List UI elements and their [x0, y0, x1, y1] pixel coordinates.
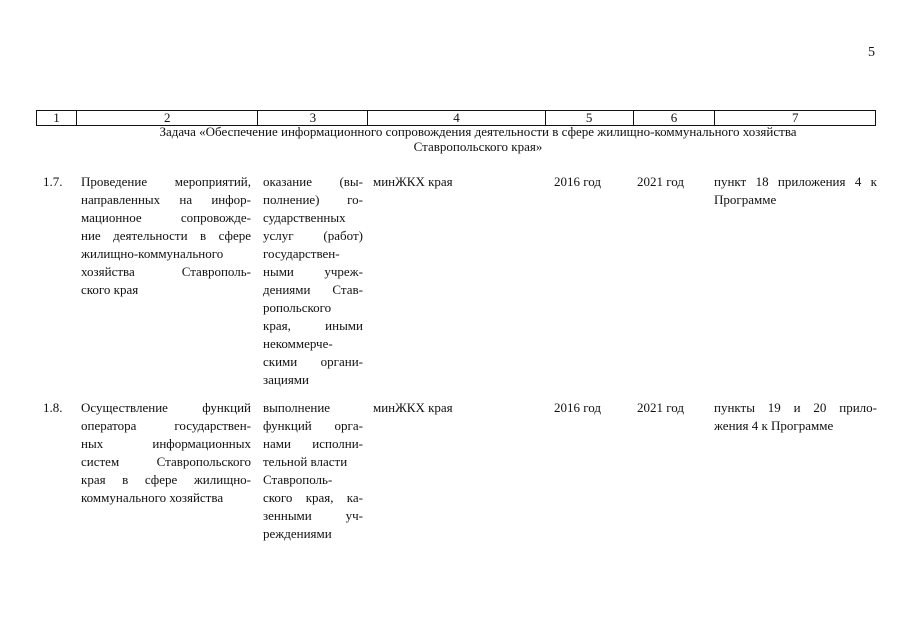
measure-name: [81, 399, 251, 507]
expected-result-line: ропольского: [263, 300, 332, 315]
expected-result-line: некоммерче-: [263, 336, 333, 351]
expected-result-line: ского края, ка-: [263, 490, 363, 505]
header-cell-3: 3: [258, 111, 368, 125]
header-cell-1: 1: [37, 111, 77, 125]
end-date: 2021 год: [637, 400, 684, 415]
measure-name-line: систем Ставропольского: [81, 454, 251, 469]
measure-name-line: направленных на инфор-: [81, 192, 251, 207]
indicator-link-line: Программе: [714, 192, 777, 207]
header-cell-7: 7: [791, 110, 799, 125]
measure-name-line: мационное сопровожде-: [81, 210, 251, 225]
measure-name-line: оператора государствен-: [81, 418, 251, 433]
expected-result-line: функций орга-: [263, 418, 363, 433]
expected-result-line: дениями Став-: [263, 282, 363, 297]
expected-result: [263, 173, 363, 389]
expected-result-line: государствен-: [263, 246, 340, 261]
indicator-link-line: пункты 19 и 20 прило-: [714, 400, 877, 415]
measure-name-line: ных информационных: [81, 436, 251, 451]
expected-result-line: сударственных: [263, 210, 346, 225]
row-number: 1.7.: [43, 174, 63, 189]
expected-result-line: услуг (работ): [263, 228, 363, 243]
measure-name-line: Осуществление функций: [81, 400, 251, 415]
expected-result-line: полнение) го-: [263, 192, 363, 207]
indicator-link: [714, 399, 877, 435]
expected-result-line: скими органи-: [263, 354, 363, 369]
row-number: 1.8.: [43, 400, 63, 415]
expected-result-line: ными учреж-: [263, 264, 363, 279]
page-number: 5: [868, 45, 875, 60]
expected-result-line: зациями: [263, 372, 309, 387]
executor: минЖКХ края: [373, 174, 453, 189]
expected-result: [263, 399, 363, 543]
task-title: [60, 124, 896, 154]
indicator-link-line: жения 4 к Программе: [714, 418, 834, 433]
indicator-link: [714, 173, 877, 209]
start-date: 2016 год: [554, 174, 601, 189]
expected-result-line: края, иными: [263, 318, 363, 333]
task-title-line-2: Ставропольского края»: [413, 139, 543, 154]
expected-result-line: реждениями: [263, 526, 332, 541]
measure-name-line: коммунального хозяйства: [81, 490, 224, 505]
header-cell-5: 5: [546, 111, 634, 125]
expected-result-line: Ставрополь-: [263, 472, 333, 487]
expected-result-line: выполнение: [263, 400, 331, 415]
measure-name-line: Проведение мероприятий,: [81, 174, 251, 189]
task-title-line-1: Задача «Обеспечение информационного сопровождения деятельности в сфере жилищно-коммунального хозяйства: [159, 124, 797, 139]
measure-name-line: края в сфере жилищно-: [81, 472, 251, 487]
expected-result-line: нами исполни-: [263, 436, 363, 451]
executor: минЖКХ края: [373, 400, 453, 415]
measure-name-line: ского края: [81, 282, 139, 297]
indicator-link-line: пункт 18 приложения 4 к: [714, 174, 877, 189]
expected-result-line: тельной власти: [263, 454, 348, 469]
measure-name-line: жилищно-коммунального: [81, 246, 224, 261]
measure-name-line: хозяйства Ставрополь-: [81, 264, 251, 279]
measure-name-line: ние деятельности в сфере: [81, 228, 251, 243]
header-cell-6: 6: [634, 111, 716, 125]
start-date: 2016 год: [554, 400, 601, 415]
header-cell-2: 2: [77, 111, 259, 125]
measure-name: [81, 173, 251, 299]
expected-result-line: оказание (вы-: [263, 174, 363, 189]
end-date: 2021 год: [637, 174, 684, 189]
expected-result-line: зенными уч-: [263, 508, 363, 523]
header-cell-4: 4: [368, 111, 546, 125]
